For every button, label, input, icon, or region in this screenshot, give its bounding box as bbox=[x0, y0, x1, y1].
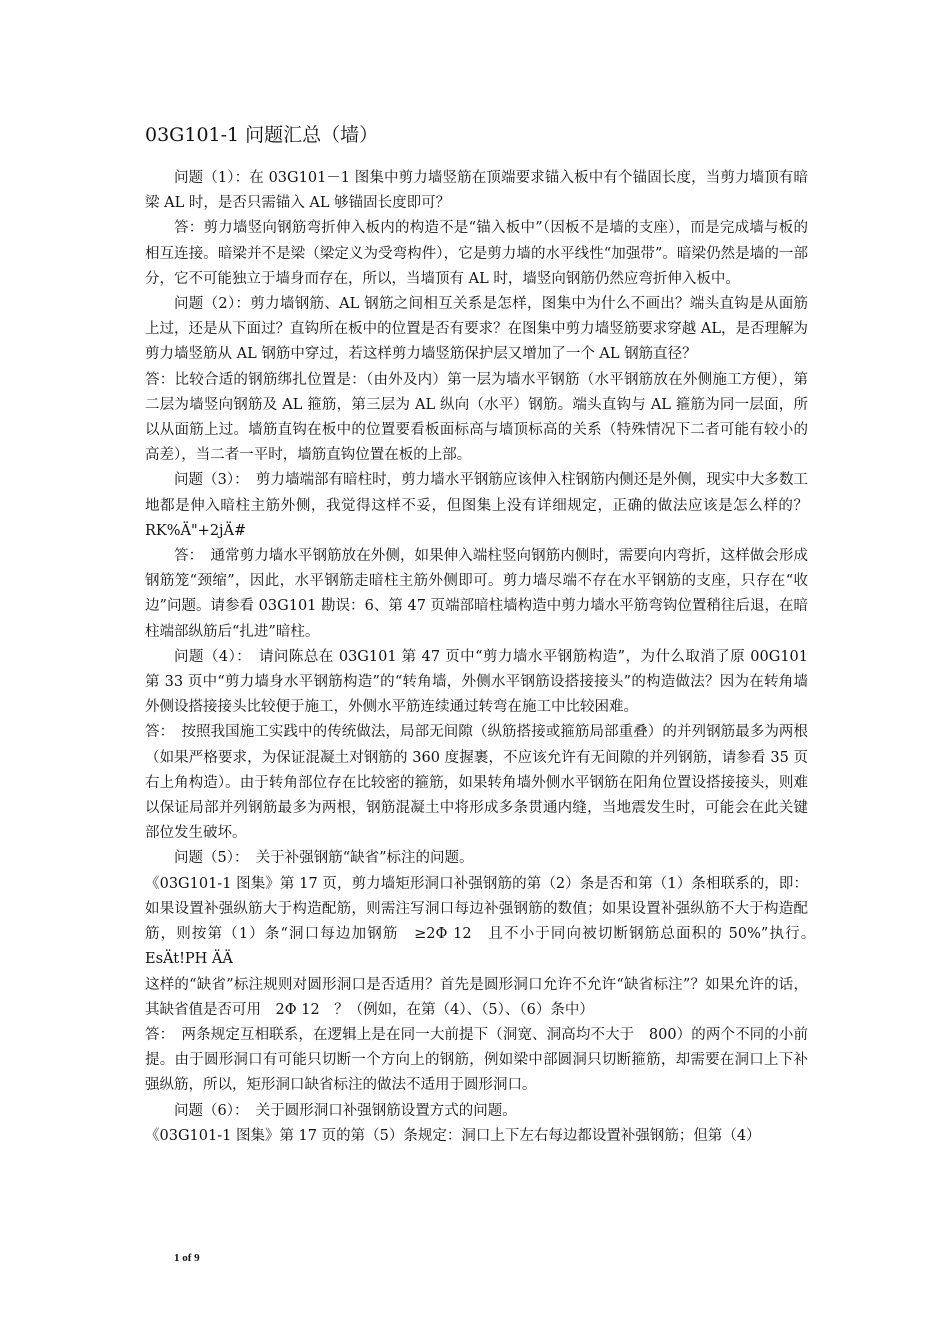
question-5-followup: 这样的“缺省”标注规则对圆形洞口是否适用？首先是圆形洞口允许不允许“缺省标注”？如果允许的话，其缺省值是否可用 2Φ 12 ？（例如，在第（4）、（5）、（6）条中） bbox=[145, 976, 808, 1018]
answer-2: 答：比较合适的钢筋绑扎位置是：（由外及内）第一层为墙水平钢筋（水平钢筋放在外侧施工方便），第二层为墙竖向钢筋及 AL 箍筋，第三层为 AL 纵向（水平）钢筋。端头直钩与 AL 箍筋为同一层面，所以从面筋上过。墙筋直钩在板中的位置要看板面标高与墙顶标高的关系（特殊情况下二者可能有较小的高差），当二者一平时，墙筋直钩位置在板的上部。 bbox=[145, 371, 808, 464]
question-5-detail: 《03G101-1 图集》第 17 页，剪力墙矩形洞口补强钢筋的第（2）条是否和第（1）条相联系的，即：如果设置补强纵筋大于构造配筋，则需注写洞口每边补强钢筋的数值；如果设置补强纵筋不大于构造配筋，则按第（1）条“洞口每边加钢筋 ≥2Φ 12 且不小于同向被切断钢筋总面积的 50%”执行。 EsÄt!PH ÄÄ bbox=[145, 875, 823, 968]
question-2: 问题（2）：剪力墙钢筋、AL 钢筋之间相互关系是怎样，图集中为什么不画出？端头直钩是从面筋上过，还是从下面过？直钩所在板中的位置是否有要求？在图集中剪力墙竖筋要求穿越 AL，是否理解为剪力墙竖筋从 AL 钢筋中穿过，若这样剪力墙竖筋保护层又增加了一个 AL 钢筋直径？ bbox=[145, 296, 808, 363]
answer-4: 答： 按照我国施工实践中的传统做法，局部无间隙（纵筋搭接或箍筋局部重叠）的并列钢筋最多为两根（如果严格要求，为保证混凝土对钢筋的 360 度握裹，不应该允许有无间隙的并列钢筋，请参看 35 页右上角构造）。由于转角部位存在比较密的箍筋，如果转角墙外侧水平钢筋在阳角位置设搭接接头，则难以保证局部并列钢筋最多为两根，钢筋混凝土中将形成多条贯通内缝，当地震发生时，可能会在此关键部位发生破坏。 bbox=[145, 724, 808, 842]
answer-1: 答：剪力墙竖向钢筋弯折伸入板内的构造不是“锚入板中”（因板不是墙的支座），而是完成墙与板的相互连接。暗梁并不是梁（梁定义为受弯构件），它是剪力墙的水平线性“加强带”。暗梁仍然是墙的一部分，它不可能独立于墙身而存在，所以，当墙顶有 AL 时，墙竖向钢筋仍然应弯折伸入板中。 bbox=[145, 220, 808, 287]
question-6-detail: 《03G101-1 图集》第 17 页的第（5）条规定：洞口上下左右每边都设置补强钢筋；但第（4） bbox=[145, 1127, 761, 1144]
question-5: 问题（5）： 关于补强钢筋“缺省”标注的问题。 bbox=[174, 850, 474, 867]
answer-3: 答： 通常剪力墙水平钢筋放在外侧，如果伸入端柱竖向钢筋内侧时，需要向内弯折，这样做会形成钢筋笼“颈缩”，因此，水平钢筋走暗柱主筋外侧即可。剪力墙尽端不存在水平钢筋的支座，只存在“收边”问题。请参看 03G101 勘误：6、第 47 页端部暗柱墙构造中剪力墙水平筋弯钩位置稍往后退，在暗柱端部纵筋后“扎进”暗柱。 bbox=[145, 548, 808, 640]
answer-5: 答： 两条规定互相联系，在逻辑上是在同一大前提下（洞宽、洞高均不大于 800）的两个不同的小前提。由于圆形洞口有可能只切断一个方向上的钢筋，例如梁中部圆洞只切断箍筋，却需要在洞口上下补强纵筋，所以，矩形洞口缺省标注的做法不适用于圆形洞口。 bbox=[145, 1026, 808, 1094]
question-6: 问题（6）： 关于圆形洞口补强钢筋设置方式的问题。 bbox=[174, 1102, 517, 1119]
question-1: 问题（1）：在 03G101－1 图集中剪力墙竖筋在顶端要求锚入板中有个锚固长度，当剪力墙顶有暗梁 AL 时，是否只需锚入 AL 够锚固长度即可？ bbox=[145, 170, 808, 212]
document-body bbox=[145, 166, 823, 1149]
question-4: 问题（4）： 请问陈总在 03G101 第 47 页中“剪力墙水平钢筋构造”，为什么取消了原 00G101 第 33 页中“剪力墙身水平钢筋构造”的“转角墙，外侧水平钢筋设搭接接头”的构造做法？因为在转角墙外侧设搭接接头比较便于施工，外侧水平筋连续通过转弯在施工中比较困难。 bbox=[145, 648, 808, 716]
document-title: 03G101-1 问题汇总（墙） bbox=[145, 124, 379, 146]
page-number: 1 of 9 bbox=[174, 1252, 200, 1264]
question-3: 问题（3）： 剪力墙端部有暗柱时，剪力墙水平钢筋应该伸入柱钢筋内侧还是外侧，现实中大多数工地都是伸入暗柱主筋外侧，我觉得这样不妥，但图集上没有详细规定，正确的做法应该是怎么样的？ RK%Ä"+2jÄ# bbox=[145, 472, 823, 539]
